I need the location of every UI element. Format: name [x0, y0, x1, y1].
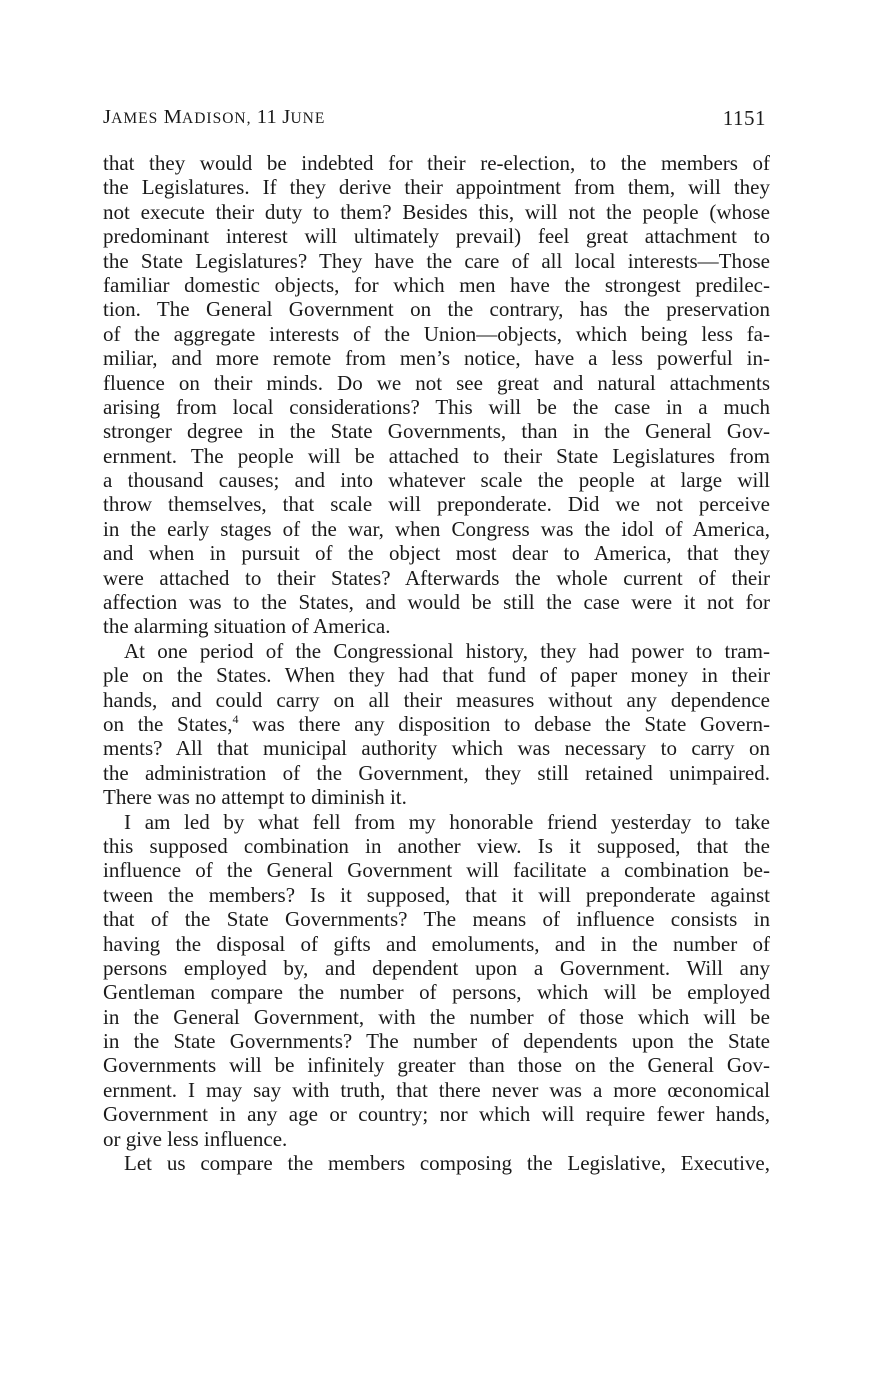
- text-line: the Legislatures. If they derive their appointment from them, will they: [103, 175, 770, 200]
- head-initial-june: J: [282, 106, 291, 128]
- text-line: There was no attempt to diminish it.: [103, 785, 407, 810]
- paragraph-4: [103, 1151, 770, 1175]
- text-line: ments? All that municipal authority which was necessary to carry on: [103, 736, 770, 761]
- text-line: influence of the General Government will facilitate a combination be-: [103, 858, 770, 883]
- text-line: were attached to their States? Afterwards the whole current of their: [103, 565, 770, 590]
- text-line: in the General Government, with the number of those which will be: [103, 1004, 770, 1029]
- text-line: familiar domestic objects, for which men have the strongest predilec-: [103, 272, 770, 297]
- text-line: ple on the States. When they had that fund of paper money in their: [103, 663, 770, 688]
- text-line: in the early stages of the war, when Congress was the idol of America,: [103, 516, 770, 541]
- head-date-number: 11: [256, 106, 277, 128]
- text-line: of the aggregate interests of the Union—objects, which being less fa-: [103, 321, 770, 346]
- footnote-reference: 4: [232, 711, 239, 726]
- text-line: At one period of the Congressional history, they had power to tram-: [124, 638, 770, 663]
- head-smallcaps-adison: ADISON,: [182, 110, 252, 127]
- text-line: arising from local considerations? This will be the case in a much: [103, 394, 770, 419]
- paragraph-3: [103, 810, 770, 1151]
- text-line: throw themselves, that scale will preponderate. Did we not perceive: [103, 492, 770, 517]
- text-line: Let us compare the members composing the Legislative, Executive,: [124, 1151, 770, 1176]
- text-line: Gentleman compare the number of persons, which will be employed: [103, 980, 770, 1005]
- text-line: ernment. The people will be attached to their State Legislatures from: [103, 443, 770, 468]
- text-line: hands, and could carry on all their measures without any dependence: [103, 687, 770, 712]
- text-line: I am led by what fell from my honorable friend yesterday to take: [124, 809, 770, 834]
- text-line: ernment. I may say with truth, that there never was a more œconomical: [103, 1077, 770, 1102]
- text-line: the administration of the Government, they still retained unimpaired.: [103, 760, 770, 785]
- text-line: or give less influence.: [103, 1126, 288, 1151]
- text-line: and when in pursuit of the object most dear to America, that they: [103, 541, 770, 566]
- text-line: in the State Governments? The number of dependents upon the State: [103, 1029, 770, 1054]
- head-initial-j: J: [103, 106, 112, 128]
- paragraph-2: [103, 639, 770, 810]
- text-line: affection was to the States, and would be still the case were it not for: [103, 590, 770, 615]
- text-line: tween the members? Is it supposed, that it will preponderate against: [103, 882, 770, 907]
- text-line-with-footnote: [103, 712, 770, 736]
- text-line: miliar, and more remote from men’s notice, have a less powerful in-: [103, 346, 770, 371]
- text-line: predominant interest will ultimately prevail) feel great attachment to: [103, 224, 770, 249]
- text-line: not execute their duty to them? Besides this, will not the people (whose: [103, 199, 770, 224]
- text-line: the State Legislatures? They have the care of all local interests—Those: [103, 248, 770, 273]
- text-line: that of the State Governments? The means of influence consists in: [103, 907, 770, 932]
- text-line: stronger degree in the State Governments, than in the General Gov-: [103, 419, 770, 444]
- text-line: fluence on their minds. Do we not see great and natural attachments: [103, 370, 770, 395]
- text-line: a thousand causes; and into whatever scale the people at large will: [103, 468, 770, 493]
- paragraph-1: [103, 151, 770, 639]
- text-line: Government in any age or country; nor which will require fewer hands,: [103, 1102, 770, 1127]
- running-head-title: [103, 106, 325, 129]
- text-line: Governments will be infinitely greater than those on the General Gov-: [103, 1053, 770, 1078]
- head-smallcaps-une: UNE: [290, 110, 326, 127]
- text-line: persons employed by, and dependent upon a Government. Will any: [103, 955, 770, 980]
- text-line: having the disposal of gifts and emoluments, and in the number of: [103, 931, 770, 956]
- head-smallcaps-ames: AMES: [111, 110, 159, 127]
- text-line: that they would be indebted for their re-election, to the members of: [103, 151, 770, 175]
- body-text: [103, 151, 770, 1175]
- text-line: this supposed combination in another view. Is it supposed, that the: [103, 833, 770, 858]
- text-segment: on the States,: [103, 711, 233, 736]
- text-segment: was there any disposition to debase the State Govern-: [238, 711, 770, 736]
- page-number: 1151: [722, 106, 766, 130]
- text-line: the alarming situation of America.: [103, 614, 391, 639]
- running-head: [103, 106, 770, 136]
- head-initial-m: M: [163, 106, 183, 128]
- text-line: tion. The General Government on the contrary, has the preservation: [103, 297, 770, 322]
